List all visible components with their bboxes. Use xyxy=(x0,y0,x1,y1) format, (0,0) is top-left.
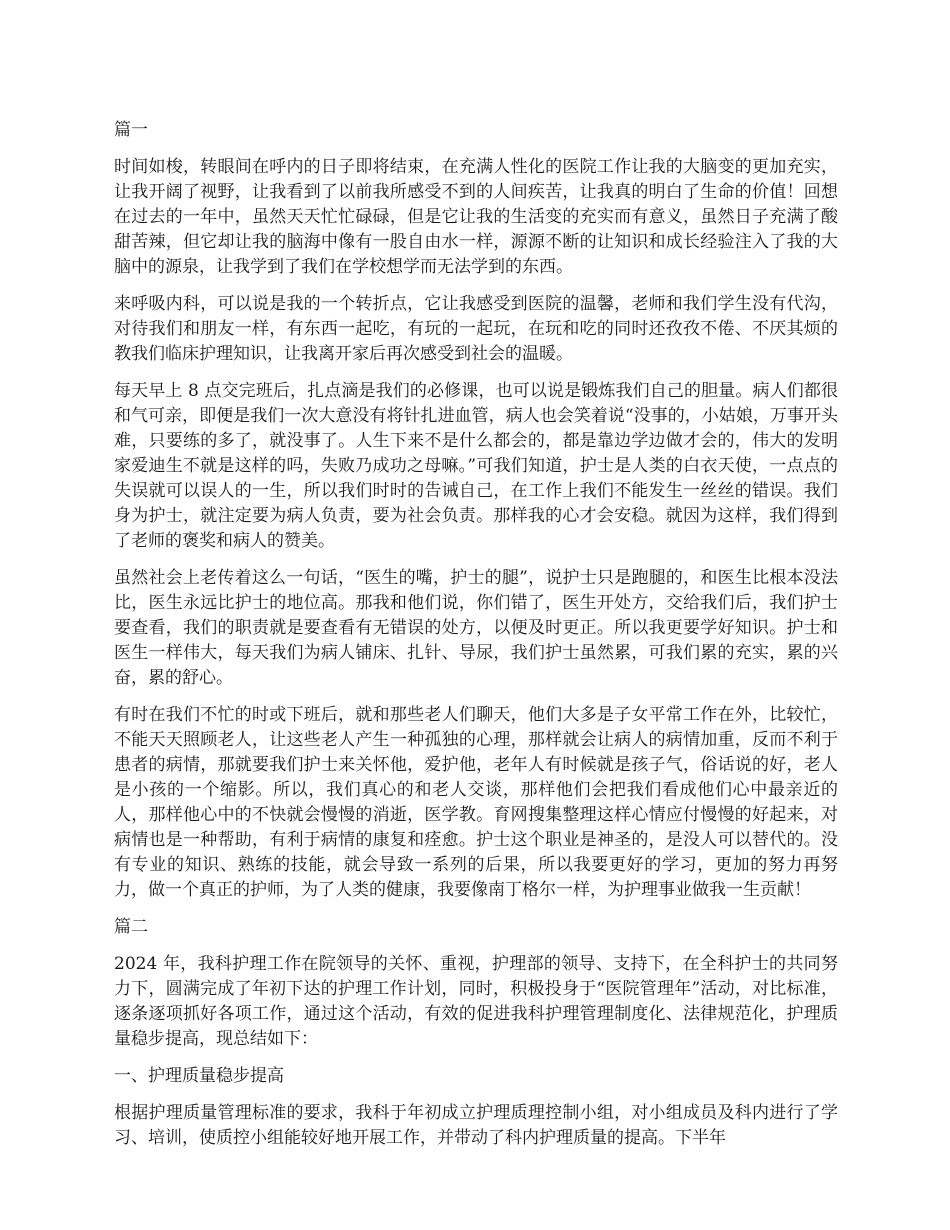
document-page xyxy=(114,118,838,1163)
subsection-heading-1: 一、护理质量稳步提高 xyxy=(114,1066,284,1086)
paragraph-1: 时间如梭，转眼间在呼内的日子即将结束，在充满人性化的医院工作让我的大脑变的更加充实，让我开阔了视野，让我看到了以前我所感受不到的人间疾苦，让我真的明白了生命的价值！回想在过去的一年中，虽然天天忙忙碌碌，但是它让我的生活变的充实而有意义，虽然日子充满了酸甜苦辣，但它却让我的脑海中像有一股自由水一样，源源不断的让知识和成长经验注入了我的大脑中的源泉，让我学到了我们在学校想学而无法学到的东西。 xyxy=(114,157,838,277)
section-heading-1: 篇一 xyxy=(114,120,148,140)
paragraph-2: 来呼吸内科，可以说是我的一个转折点，它让我感受到医院的温馨，老师和我们学生没有代沟，对待我们和朋友一样，有东西一起吃，有玩的一起玩，在玩和吃的同时还孜孜不倦、不厌其烦的教我们临床护理知识，让我离开家后再次感受到社会的温暖。 xyxy=(114,294,838,364)
paragraph-6: 2024 年，我科护理工作在院领导的关怀、重视，护理部的领导、支持下，在全科护士的共同努力下，圆满完成了年初下达的护理工作计划，同时，积极投身于“医院管理年”活动，对比标准，逐条逐项抓好各项工作，通过这个活动，有效的促进我科护理管理制度化、法律规范化，护理质量稳步提高，现总结如下： xyxy=(114,954,838,1049)
paragraph-4: 虽然社会上老传着这么一句话，“医生的嘴，护士的腿”，说护士只是跑腿的，和医生比根本没法比，医生永远比护士的地位高。那我和他们说，你们错了，医生开处方，交给我们后，我们护士要查看，我们的职责就是要查看有无错误的处方，以便及时更正。所以我更要学好知识。护士和医生一样伟大，每天我们为病人铺床、扎针、导尿，我们护士虽然累，可我们累的充实，累的兴奋，累的舒心。 xyxy=(114,568,838,688)
paragraph-3: 每天早上 8 点交完班后，扎点滴是我们的必修课，也可以说是锻炼我们自己的胆量。病人们都很和气可亲，即便是我们一次大意没有将针扎进血管，病人也会笑着说“没事的，小姑娘，万事开头难，只要练的多了，就没事了。人生下来不是什么都会的，都是靠边学边做才会的，伟大的发明家爱迪生不就是这样的吗，失败乃成功之母嘛。”可我们知道，护士是人类的白衣天使，一点点的失误就可以误人的一生，所以我们时时的告诫自己，在工作上我们不能发生一丝丝的错误。我们身为护士，就注定要为病人负责，要为社会负责。那样我的心才会安稳。就因为这样，我们得到了老师的褒奖和病人的赞美。 xyxy=(114,381,838,551)
paragraph-5: 有时在我们不忙的时或下班后，就和那些老人们聊天，他们大多是子女平常工作在外，比较忙，不能天天照顾老人，让这些老人产生一种孤独的心理，那样就会让病人的病情加重，反而不利于患者的病情，那就要我们护士来关怀他，爱护他，老年人有时候就是孩子气，俗话说的好，老人是小孩的一个缩影。所以，我们真心的和老人交谈，那样他们会把我们看成他们心中最亲近的人，那样他心中的不快就会慢慢的消逝，医学教。育网搜集整理这样心情应付慢慢的好起来，对病情也是一种帮助，有利于病情的康复和痊愈。护士这个职业是神圣的，是没人可以替代的。没有专业的知识、熟练的技能，就会导致一系列的后果，所以我要更好的学习，更加的努力再努力，做一个真正的护师，为了人类的健康，我要像南丁格尔一样，为护理事业做我一生贡献！ xyxy=(114,705,838,900)
section-heading-2: 篇二 xyxy=(114,917,148,937)
paragraph-7: 根据护理质量管理标准的要求，我科于年初成立护理质理控制小组，对小组成员及科内进行了学习、培训，使质控小组能较好地开展工作，并带动了科内护理质量的提高。下半年 xyxy=(114,1103,838,1148)
